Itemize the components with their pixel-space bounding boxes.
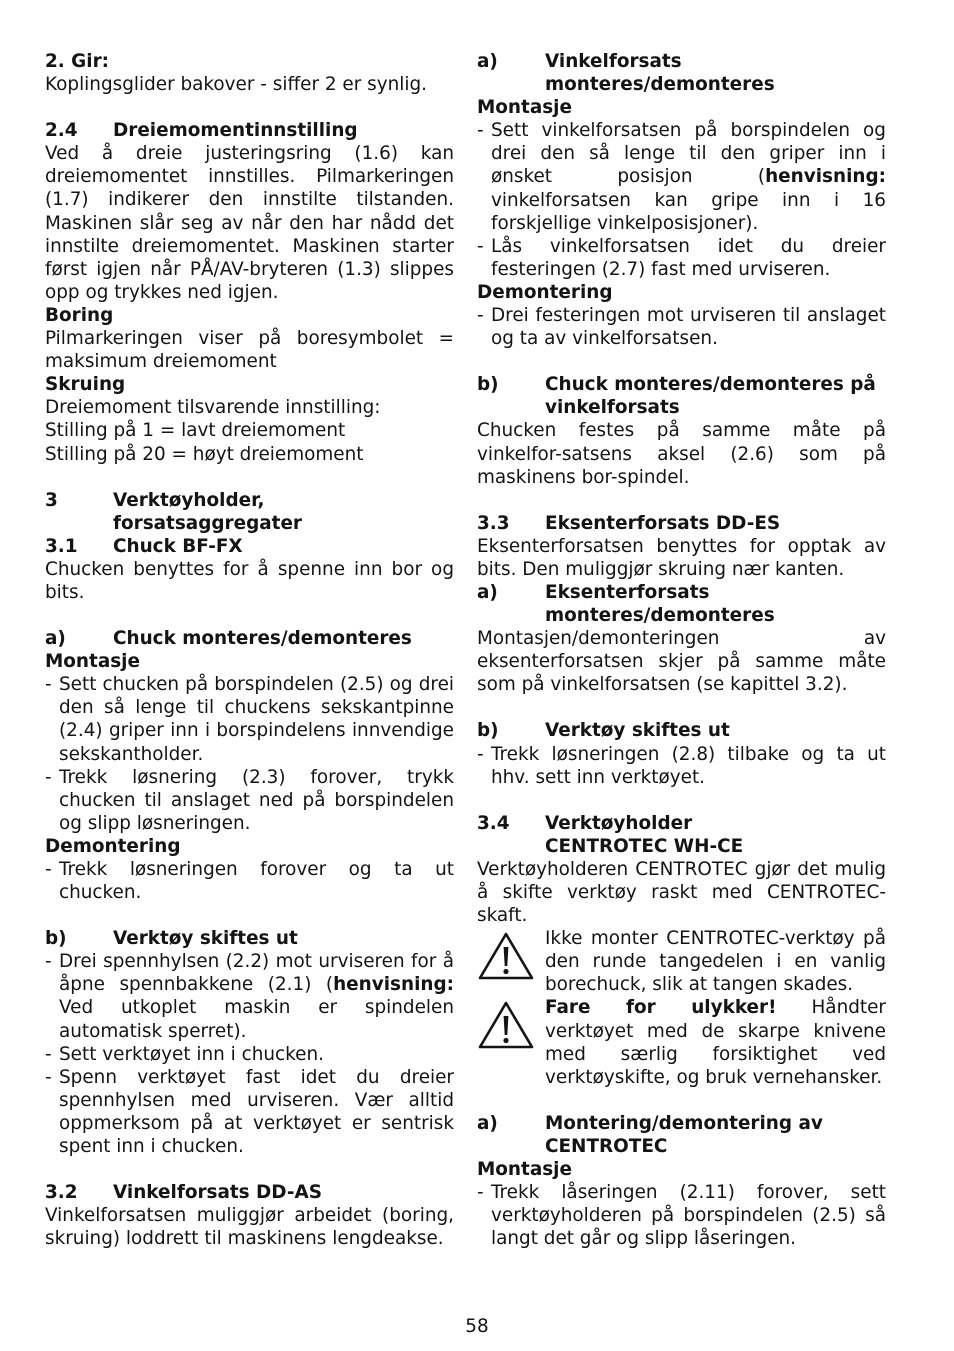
subsection-letter: a) [477, 51, 498, 72]
subsection-heading-a [45, 627, 454, 650]
warning-block [477, 927, 886, 996]
section-heading-3 [45, 489, 454, 535]
warning-label: Fare for ulykker! [545, 997, 777, 1019]
montasje-heading: Montasje [45, 651, 140, 673]
section-heading-2-4 [45, 119, 454, 142]
list-item [477, 119, 886, 234]
list-item-text: vinkelforsatsen kan gripe inn i 16 forskjellige vinkelposisjoner). [491, 189, 886, 234]
gear-heading: 2. Gir: [45, 51, 110, 72]
skruing-heading: Skruing [45, 374, 126, 396]
subsection-title: Verktøy skiftes ut [545, 720, 730, 742]
section-title: Verktøyholder, forsatsaggregater [113, 489, 302, 534]
section-heading-3-3 [477, 512, 886, 535]
boring-heading: Boring [45, 304, 114, 326]
subsection-heading-a [477, 50, 886, 96]
subsection-title: Chuck monteres/demonteres [113, 628, 412, 650]
list-item: - Spenn verktøyet fast idet du dreier spennhylsen med urviseren. Vær alltid oppmerksom på at verktøyet er sentrisk spent inn i chucken. [45, 1066, 454, 1158]
subsection-letter: a) [45, 628, 66, 650]
list-item-text: Ved utkoplet maskin er spindelen automatisk sperret). [59, 997, 454, 1042]
eccentric-mount-text: Montasjen/demonteringen av eksenterforsatsen skjer på samme måte som på vinkelforsatsen (se kapittel 3.2). [477, 628, 886, 696]
section-title: Chuck BF-FX [113, 535, 243, 557]
eccentric-intro: Eksenterforsatsen benyttes for opptak av bits. Den muliggjør skruing nær kanten. [477, 535, 886, 580]
subsection-title: Eksenterforsats monteres/demonteres [545, 581, 775, 627]
montasje-heading: Montasje [477, 97, 572, 119]
section-title: Vinkelforsats DD-AS [113, 1182, 323, 1204]
subsection-title: Verktøy skiftes ut [113, 928, 298, 950]
section-number: 3.2 [45, 1182, 78, 1204]
subsection-letter: a) [477, 1112, 498, 1134]
right-column [477, 50, 886, 1250]
section-title-line: Verktøyholder [545, 812, 693, 834]
chuck-angle-text: Chucken festes på samme måte på vinkelfor-satsens aksel (2.6) som på maskinens bor-spindel. [477, 420, 886, 488]
list-item: - Trekk løsneringen forover og ta ut chucken. [45, 858, 454, 904]
section-title: Eksenterforsats DD-ES [545, 512, 781, 534]
gear-text: Koplingsglider bakover - siffer 2 er synlig. [45, 74, 427, 96]
list-item-text: Drei spennhylsen (2.2) mot urviseren for å åpne spennbakkene (2.1) ( [59, 951, 454, 996]
demontering-heading: Demontering [477, 281, 613, 303]
subsection-title: Vinkelforsats monteres/demonteres [545, 51, 775, 96]
list-item-text: Sett vinkelforsatsen på borspindelen og drei den så lenge til den griper inn i ønsket posisjon ( [491, 120, 886, 188]
torque-paragraph: Ved å dreie justeringsring (1.6) kan dreiemomentet innstilles. Pilmarkeringen (1.7) indikerer den innstilte tilstanden. Maskinen slår seg av når den har nådd det innstilte dreiemomentet. Maskinen starter først igjen når PÅ/AV-bryteren (1.3) slippes opp og trykkes ned igjen. [45, 143, 454, 303]
list-item: - Sett chucken på borspindelen (2.5) og drei den så lenge til chuckens sekskantpinne (2.4) griper inn i borspindelens innvendige sekskantholder. [45, 673, 454, 765]
subsection-heading-a [477, 581, 886, 627]
section-title-line: CENTROTEC WH-CE [545, 835, 744, 857]
section-heading-3-4 [477, 812, 886, 858]
subsection-heading-b [45, 927, 454, 950]
skruing-line: Stilling på 20 = høyt dreiemoment [45, 443, 364, 465]
tool-holder-intro: Verktøyholderen CENTROTEC gjør det mulig å skifte verktøy raskt med CENTROTEC-skaft. [477, 858, 886, 927]
section-title [545, 812, 886, 858]
warning-block [477, 996, 886, 1088]
section-number: 2.4 [45, 120, 78, 142]
section-number: 3.4 [477, 812, 510, 834]
warning-triangle-icon [477, 1000, 535, 1050]
subsection-heading-b [477, 373, 886, 419]
list-item: - Trekk løsneringen (2.8) tilbake og ta ut hhv. sett inn verktøyet. [477, 743, 886, 789]
list-item: - Lås vinkelforsatsen idet du dreier festeringen (2.7) fast med urviseren. [477, 235, 886, 281]
section-number: 3.3 [477, 512, 510, 534]
subsection-letter: b) [45, 928, 67, 950]
page-number: 58 [465, 1316, 489, 1337]
list-item: - Drei festeringen mot urviseren til anslaget og ta av vinkelforsatsen. [477, 304, 886, 350]
subsection-heading-a [477, 1112, 886, 1158]
subsection-letter: b) [477, 720, 499, 742]
list-item [45, 950, 454, 1042]
demontering-heading: Demontering [45, 835, 181, 857]
list-item: - Trekk låseringen (2.11) forover, sett verktøyholderen på borspindelen (2.5) så langt det går og slipp låseringen. [477, 1181, 886, 1250]
list-item: - Trekk løsnering (2.3) forover, trykk chucken til anslaget ned på borspindelen og slipp løsneringen. [45, 766, 454, 835]
warning-text: Håndter verktøyet med de skarpe knivene med særlig forsiktighet ved verktøyskifte, og bruk vernehansker. [545, 997, 886, 1088]
section-heading-3-1 [45, 535, 454, 558]
subsection-letter: b) [477, 374, 499, 396]
chuck-intro: Chucken benyttes for å spenne inn bor og bits. [45, 558, 454, 603]
boring-text: Pilmarkeringen viser på boresymbolet = maksimum dreiemoment [45, 328, 454, 373]
subsection-title: Montering/demontering av CENTROTEC [545, 1112, 823, 1157]
montasje-heading: Montasje [477, 1159, 572, 1181]
section-heading-3-2 [45, 1181, 454, 1204]
section-number: 3.1 [45, 535, 78, 557]
warning-triangle-icon [477, 931, 535, 981]
subsection-heading-b [477, 719, 886, 742]
list-item: - Sett verktøyet inn i chucken. [45, 1043, 454, 1066]
skruing-line: Dreiemoment tilsvarende innstilling: [45, 397, 381, 419]
note-label: henvisning: [765, 166, 886, 188]
skruing-line: Stilling på 1 = lavt dreiemoment [45, 420, 346, 442]
warning-text: Ikke monter CENTROTEC-verktøy på den runde tangedelen i en vanlig borechuck, slik at tangen skades. [545, 928, 886, 996]
section-number: 3 [45, 489, 58, 511]
left-column [45, 50, 454, 1250]
subsection-title: Chuck monteres/demonteres på vinkelforsats [545, 374, 876, 419]
subsection-letter: a) [477, 581, 498, 603]
note-label: henvisning: [333, 974, 454, 996]
angle-attachment-intro: Vinkelforsatsen muliggjør arbeidet (boring, skruing) loddrett til maskinens lengdeakse. [45, 1205, 454, 1250]
section-title: Dreiemomentinnstilling [113, 120, 358, 142]
